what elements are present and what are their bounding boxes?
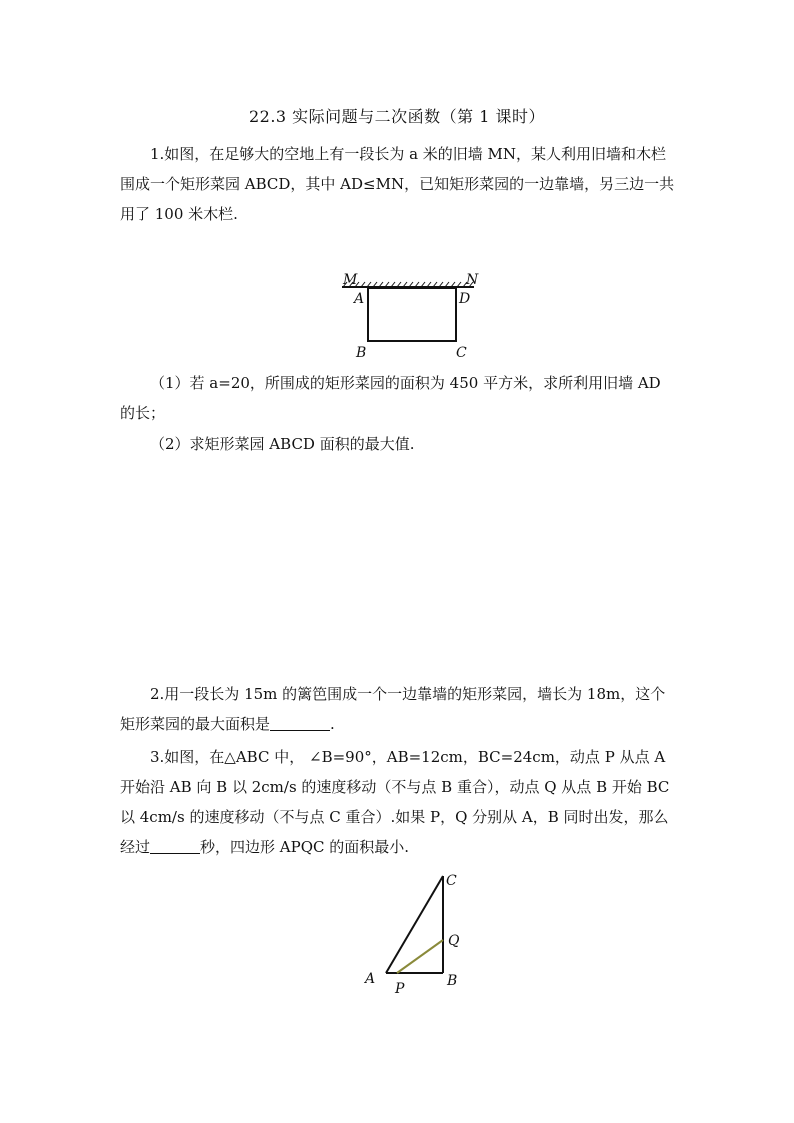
problem-3-figure (355, 862, 485, 1002)
problem-1-question-1: （1）若 a=20，所围成的矩形菜园的面积为 450 平方米，求所利用旧墙 AD 的长； (120, 374, 661, 422)
label-a: A (354, 291, 365, 307)
page-title: 22.3 实际问题与二次函数（第 1 课时） (248, 107, 546, 126)
label-n: N (466, 272, 479, 288)
segment-pq (397, 940, 443, 973)
problem-3-end: 秒，四边形 APQC 的面积最小. (200, 838, 410, 856)
rectangle-abcd (368, 288, 456, 341)
label-b: B (447, 973, 458, 989)
segment-ac (386, 876, 443, 973)
problem-1-question-2: （2）求矩形菜园 ABCD 面积的最大值. (150, 435, 415, 453)
problem-2-text (120, 679, 676, 739)
answer-blank-problem-2[interactable] (270, 712, 330, 731)
problem-1-figure (330, 262, 490, 368)
label-m: M (343, 272, 358, 288)
label-a: A (365, 971, 376, 987)
label-c: C (456, 345, 467, 361)
problem-2-end: . (330, 715, 335, 733)
problem-2-body: 2.用一段长为 15m 的篱笆围成一个一边靠墙的矩形菜园，墙长为 18m，这个矩形菜园的最大面积是 (120, 685, 666, 733)
answer-blank-problem-3[interactable] (150, 835, 200, 854)
label-c: C (446, 873, 457, 889)
label-b: B (356, 345, 367, 361)
problem-1-text: 1.如图，在足够大的空地上有一段长为 a 米的旧墙 MN，某人利用旧墙和木栏围成一个矩形菜园 ABCD，其中 AD≤MN，已知矩形菜园的一边靠墙，另三边一共用了 100 米木栏. (120, 145, 675, 223)
problem-3-body: 3.如图，在△ABC 中， ∠B=90°，AB=12cm，BC=24cm，动点 P 从点 A 开始沿 AB 向 B 以 2cm/s 的速度移动（不与点 B 重合），动点 Q 从点 B 开始 BC 以 4cm/s 的速度移动（不与点 C 重合）.如果 P，Q 分别从 A，B 同时出发，那么经过 (120, 748, 670, 856)
problem-3-text (120, 742, 676, 862)
label-p: P (395, 981, 405, 997)
label-d: D (459, 291, 471, 307)
label-q: Q (448, 933, 460, 949)
